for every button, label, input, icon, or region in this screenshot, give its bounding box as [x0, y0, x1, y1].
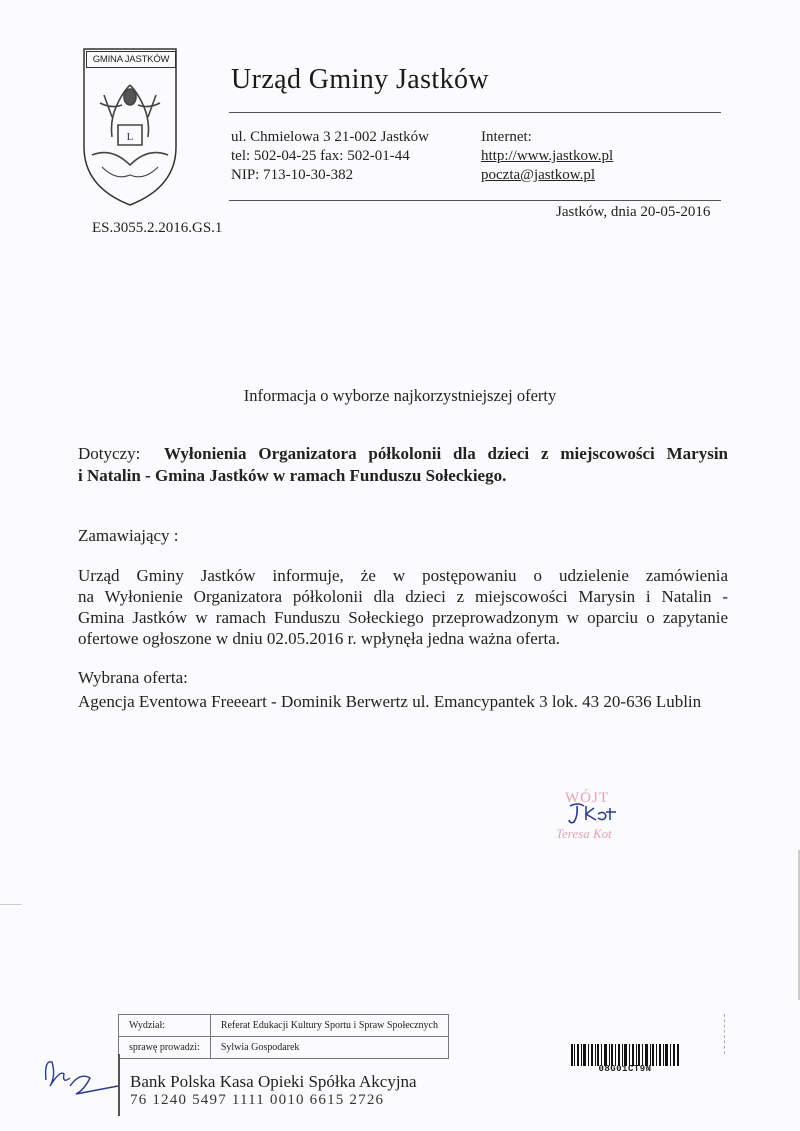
handler-label: sprawę prowadzi: — [119, 1037, 211, 1059]
table-row — [119, 1037, 449, 1059]
place-date: Jastków, dnia 20-05-2016 — [556, 204, 711, 220]
address-phone: tel: 502-04-25 fax: 502-01-44 — [231, 148, 410, 164]
initials-scribble — [40, 1050, 120, 1100]
barcode — [571, 1044, 679, 1066]
internet-block — [481, 128, 613, 185]
regarding-subject-1: Wyłonienia Organizatora półkolonii dla dzieci z miejscowości Marysin — [164, 444, 728, 463]
address-nip: NIP: 713-10-30-382 — [231, 167, 354, 183]
body-line-2: na Wyłonienie Organizatora półkolonii dla dzieci z miejscowości Marysin i Natalin - — [78, 587, 728, 606]
body-line-3: Gmina Jastków w ramach Funduszu Sołeckiego przeprowadzonym w oparciu o zapytanie — [78, 608, 728, 627]
regarding-label: Dotyczy: — [78, 444, 141, 463]
selected-offer: Agencja Eventowa Freeeart - Dominik Berwertz ul. Emancypantek 3 lok. 43 20-636 Lublin — [78, 692, 702, 711]
svg-text:L: L — [126, 131, 134, 143]
body-line-1: Urząd Gminy Jastków informuje, że w postępowaniu o udzielenie zamówienia — [78, 566, 728, 585]
orderer-label: Zamawiający : — [78, 526, 179, 545]
website-link[interactable]: http://www.jastkow.pl — [481, 148, 614, 164]
internet-label: Internet: — [481, 129, 532, 145]
stamp-title: WÓJT — [565, 790, 609, 806]
selected-offer-label: Wybrana oferta: — [78, 668, 188, 687]
regarding-line-2 — [78, 466, 728, 486]
crest-label: GMINA JASTKÓW — [86, 51, 176, 68]
document-heading: Informacja o wyborze najkorzystniejszej oferty — [243, 386, 557, 405]
regarding-subject-2: i Natalin - Gmina Jastków w ramach Funduszu Sołeckiego. — [78, 466, 507, 485]
bank-account: 76 1240 5497 1111 0010 6615 2726 — [130, 1092, 385, 1108]
address-street: ul. Chmielowa 3 21-002 Jastków — [231, 129, 429, 145]
header-rule — [229, 112, 721, 113]
regarding-line-1 — [78, 444, 728, 464]
office-title: Urząd Gminy Jastków — [231, 64, 490, 95]
handler-value: Sylwia Gospodarek — [210, 1037, 448, 1059]
table-row — [119, 1015, 449, 1037]
bank-divider — [118, 1054, 120, 1116]
signature-mark — [566, 800, 626, 826]
dept-label: Wydział: — [119, 1015, 211, 1037]
footer-info-table — [118, 1014, 449, 1059]
barcode-number: 08G01CT9N — [598, 1064, 652, 1074]
header-rule-bottom — [229, 200, 721, 201]
edge-mark — [0, 904, 22, 905]
gmina-crest-emblem — [82, 47, 178, 207]
dept-value: Referat Edukacji Kultury Sportu i Spraw Społecznych — [210, 1015, 448, 1037]
email-link[interactable]: poczta@jastkow.pl — [481, 167, 596, 183]
stamp-name: Teresa Kot — [556, 826, 612, 841]
address-block — [231, 128, 429, 185]
body-line-4: ofertowe ogłoszone w dniu 02.05.2016 r. wpłynęła jedna ważna oferta. — [78, 629, 560, 648]
bank-name: Bank Polska Kasa Opieki Spółka Akcyjna — [130, 1072, 417, 1091]
reference-number: ES.3055.2.2016.GS.1 — [92, 220, 223, 236]
